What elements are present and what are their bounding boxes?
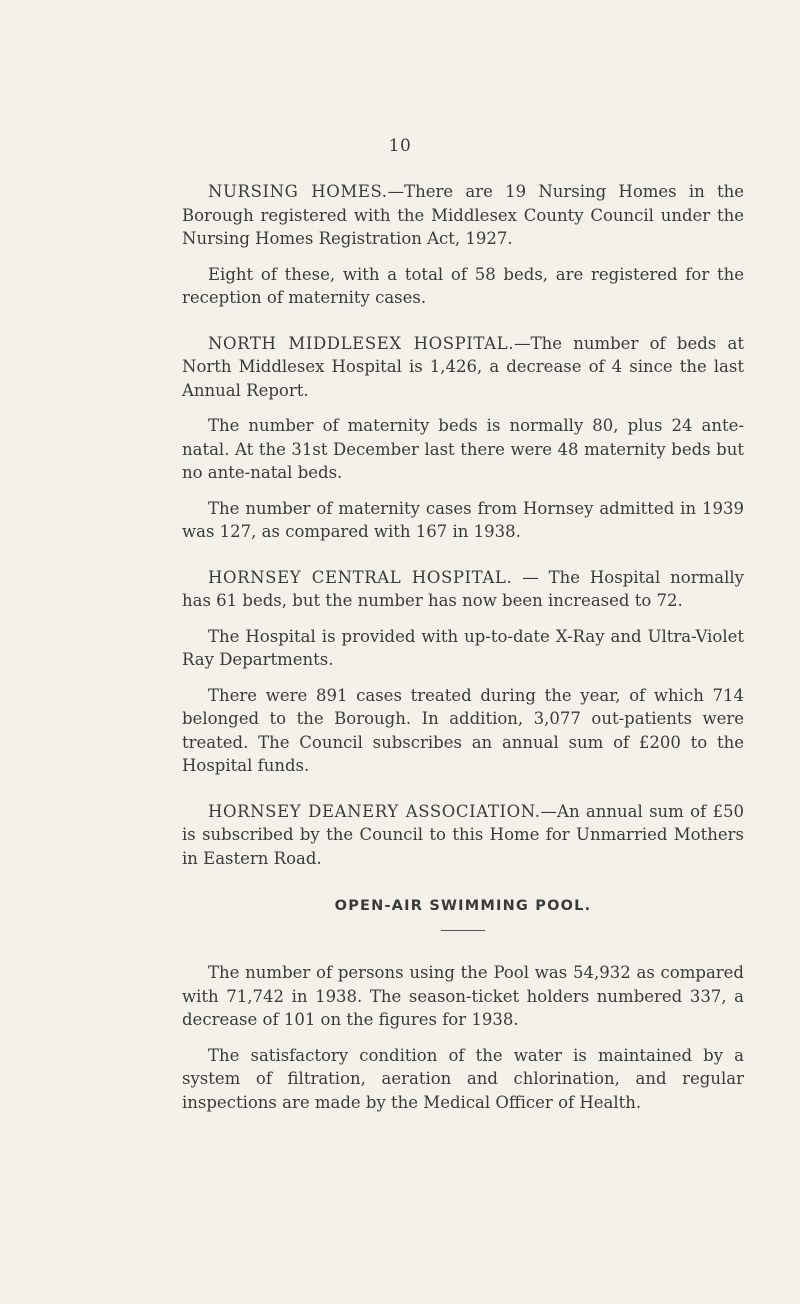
hornsey-central-text: — The Hospital normally has 61 beds, but the number has now been increased to 72.	[182, 567, 744, 610]
hornsey-central-departments-paragraph: The Hospital is provided with up-to-date X-Ray and Ultra-Violet Ray Departments.	[182, 626, 744, 669]
nursing-homes-text: —There are 19 Nursing Homes in the Borough registered with the Middlesex County Council under the Nursing Homes Registration Act, 1927.	[182, 182, 744, 248]
north-middlesex-maternity-cases-paragraph: The number of maternity cases from Hornsey admitted in 1939 was 127, as compared with 167 in 1938.	[182, 498, 744, 541]
swimming-pool-usage-paragraph: The number of persons using the Pool was 54,932 as compared with 71,742 in 1938. The season-ticket holders numbered 337, a decrease of 101 on the figures for 1938.	[182, 963, 744, 1029]
page-body	[182, 180, 744, 1126]
swimming-pool-water-paragraph: The satisfactory condition of the water is maintained by a system of filtration, aeration and chlorination, and regular inspections are made by the Medical Officer of Health.	[182, 1045, 744, 1112]
hornsey-central-heading: HORNSEY CENTRAL HOSPITAL.	[208, 567, 513, 587]
deanery-association-paragraph	[182, 800, 744, 871]
nursing-homes-paragraph	[182, 180, 744, 251]
north-middlesex-paragraph	[182, 332, 744, 403]
section-divider	[441, 930, 485, 931]
deanery-association-heading: HORNSEY DEANERY ASSOCIATION.	[208, 801, 541, 821]
swimming-pool-heading: OPEN-AIR SWIMMING POOL.	[334, 898, 592, 914]
hornsey-central-cases-paragraph: There were 891 cases treated during the year, of which 714 belonged to the Borough. In addition, 3,077 out-patients were treated. The Council subscribes an annual sum of £200 to the Hospital funds.	[182, 685, 744, 775]
nursing-homes-maternity-paragraph: Eight of these, with a total of 58 beds, are registered for the reception of maternity cases.	[182, 264, 744, 307]
hornsey-central-paragraph	[182, 566, 744, 613]
north-middlesex-maternity-beds-paragraph: The number of maternity beds is normally 80, plus 24 ante-natal. At the 31st December last there were 48 maternity beds but no ante-natal beds.	[182, 416, 744, 482]
north-middlesex-text: —The number of beds at North Middlesex Hospital is 1,426, a decrease of 4 since the last Annual Report.	[182, 333, 745, 400]
north-middlesex-heading: NORTH MIDDLESEX HOSPITAL.	[208, 333, 515, 353]
deanery-association-text: —An annual sum of £50 is subscribed by the Council to this Home for Unmarried Mothers in Eastern Road.	[182, 801, 744, 868]
nursing-homes-heading: NURSING HOMES.	[208, 182, 388, 201]
page-number: 10	[388, 136, 412, 156]
